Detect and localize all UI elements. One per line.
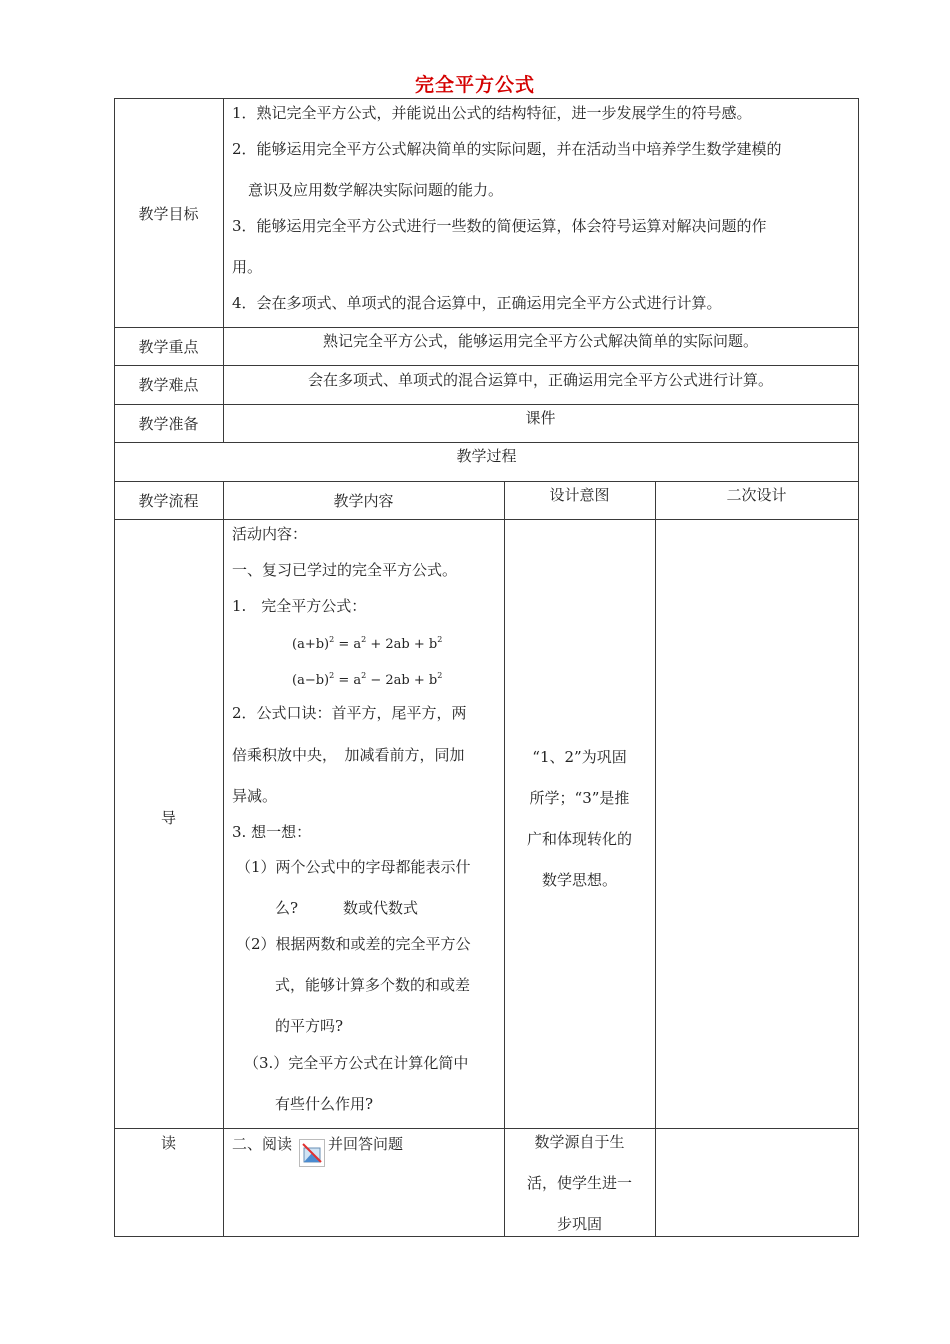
guide-content-line: 式，能够计算多个数的和或差: [275, 976, 471, 994]
guide-content-line: 有些什么作用?: [275, 1095, 374, 1113]
process-heading: 教学过程: [456, 447, 517, 465]
preparation-label: 教学准备: [138, 415, 199, 433]
row-divider: [114, 481, 859, 482]
preparation-text: 课件: [525, 409, 556, 427]
objectives-label: 教学目标: [138, 205, 199, 223]
objective-item: 1．熟记完全平方公式，并能说出公式的结构特征，进一步发展学生的符号感。: [232, 104, 752, 122]
table-border-left: [114, 98, 115, 1237]
row-divider: [114, 404, 859, 405]
guide-stage: 导: [160, 809, 176, 827]
guide-content-line: （2）根据两数和或差的完全平方公: [236, 935, 471, 953]
column-header-redesign: 二次设计: [726, 486, 787, 504]
guide-content-line: （3.）完全平方公式在计算化简中: [244, 1054, 469, 1072]
column-header-stage: 教学流程: [138, 492, 199, 510]
guide-content-line: 的平方吗?: [275, 1017, 344, 1035]
guide-intent-line: “1、2”为巩固: [532, 748, 627, 766]
formula-sum-square: $(a+b)^2 = a^2 + 2ab + b^2$: [292, 635, 443, 652]
guide-content-line: 活动内容：: [232, 525, 308, 543]
guide-content-line: 异减。: [232, 787, 278, 805]
guide-content-line: 倍乘积放中央， 加减看前方，同加: [232, 746, 465, 764]
column-header-intent: 设计意图: [549, 486, 610, 504]
row-divider: [114, 442, 859, 443]
column-divider: [504, 481, 505, 1237]
read-content-suffix: 并回答问题: [328, 1135, 404, 1153]
guide-content-line: 3. 想一想：: [232, 823, 312, 841]
table-border-bottom: [114, 1236, 859, 1237]
formula-diff-square: $(a-b)^2 = a^2 - 2ab + b^2$: [292, 671, 443, 688]
read-intent-line: 步巩固: [556, 1215, 602, 1233]
objective-item: 3．能够运用完全平方公式进行一些数的简便运算，体会符号运算对解决问题的作: [232, 217, 767, 235]
guide-intent-line: 数学思想。: [541, 871, 617, 889]
read-intent-line: 活，使学生进一: [526, 1174, 632, 1192]
row-divider: [114, 365, 859, 366]
column-header-content: 教学内容: [333, 492, 394, 510]
document-title: 完全平方公式: [414, 74, 535, 96]
key-point-label: 教学重点: [138, 338, 199, 356]
table-border-top: [114, 98, 859, 99]
broken-image-icon: [299, 1139, 325, 1167]
row-divider: [114, 327, 859, 328]
key-point-text: 熟记完全平方公式，能够运用完全平方公式解决简单的实际问题。: [322, 332, 758, 350]
column-divider: [223, 481, 224, 1237]
read-content-prefix: 二、阅读: [232, 1135, 293, 1153]
row-divider: [114, 1128, 859, 1129]
column-divider: [223, 98, 224, 443]
row-divider: [114, 519, 859, 520]
difficulty-label: 教学难点: [138, 376, 199, 394]
guide-content-line: （1）两个公式中的字母都能表示什: [236, 858, 471, 876]
difficulty-text: 会在多项式、单项式的混合运算中，正确运用完全平方公式进行计算。: [307, 371, 773, 389]
guide-intent-line: 广和体现转化的: [526, 830, 632, 848]
objective-item: 意识及应用数学解决实际问题的能力。: [248, 181, 504, 199]
read-stage: 读: [160, 1134, 176, 1152]
guide-content-line: 2．公式口诀：首平方，尾平方，两: [232, 704, 467, 722]
objective-item: 2．能够运用完全平方公式解决简单的实际问题，并在活动当中培养学生数学建模的: [232, 140, 782, 158]
objective-item: 4．会在多项式、单项式的混合运算中，正确运用完全平方公式进行计算。: [232, 294, 722, 312]
read-intent-line: 数学源自于生: [534, 1133, 625, 1151]
table-border-right: [858, 98, 859, 1237]
column-divider: [655, 481, 656, 1237]
objective-item: 用。: [232, 258, 263, 276]
guide-content-line: 么? 数或代数式: [275, 899, 419, 917]
guide-intent-line: 所学；“3”是推: [529, 789, 630, 807]
guide-content-line: 一、复习已学过的完全平方公式。: [232, 561, 458, 579]
guide-content-line: 1. 完全平方公式：: [232, 597, 367, 615]
